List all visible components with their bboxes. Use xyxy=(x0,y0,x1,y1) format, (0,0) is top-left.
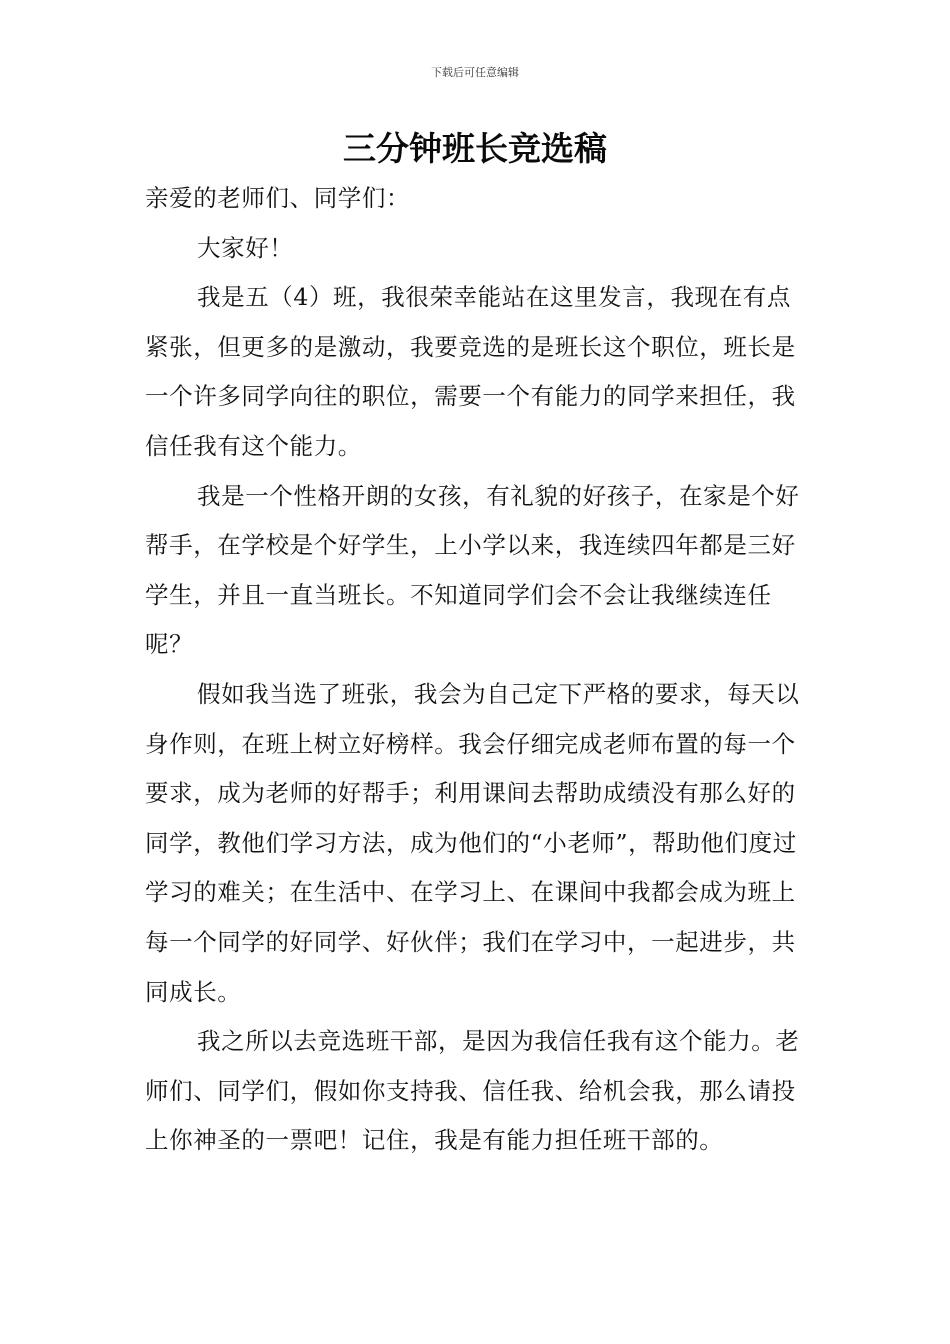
page-header-note: 下载后可任意编辑 xyxy=(431,66,519,79)
document-body xyxy=(145,174,815,1166)
document-title: 三分钟班长竞选稿 xyxy=(343,129,607,168)
paragraph-introduction: 我是五（4）班，我很荣幸能站在这里发言，我现在有点紧张，但更多的是激动，我要竞选的是班长这个职位，班长是一个许多同学向往的职位，需要一个有能力的同学来担任，我信任我有这个能力。 xyxy=(145,283,796,460)
greeting: 大家好！ xyxy=(197,233,294,262)
paragraph-closing: 我之所以去竞选班干部，是因为我信任我有这个能力。老师们、同学们，假如你支持我、信任我、给机会我，那么请投上你神圣的一票吧！记住，我是有能力担任班干部的。 xyxy=(145,1027,800,1155)
salutation: 亲爱的老师们、同学们： xyxy=(145,184,411,212)
paragraph-self-description: 我是一个性格开朗的女孩，有礼貌的好孩子，在家是个好帮手，在学校是个好学生，上小学以来，我连续四年都是三好学生，并且一直当班长。不知道同学们会不会让我继续连任呢？ xyxy=(145,481,800,659)
paragraph-plans: 假如我当选了班张，我会为自己定下严格的要求，每天以身作则，在班上树立好榜样。我会仔细完成老师布置的每一个要求，成为老师的好帮手；利用课间去帮助成绩没有那么好的同学，教他们学习方法，成为他们的“小老师”，帮助他们度过学习的难关；在生活中、在学习上、在课间中我都会成为班上每一个同学的好同学、好伙伴；我们在学习中，一起进步，共同成长。 xyxy=(145,679,800,1006)
